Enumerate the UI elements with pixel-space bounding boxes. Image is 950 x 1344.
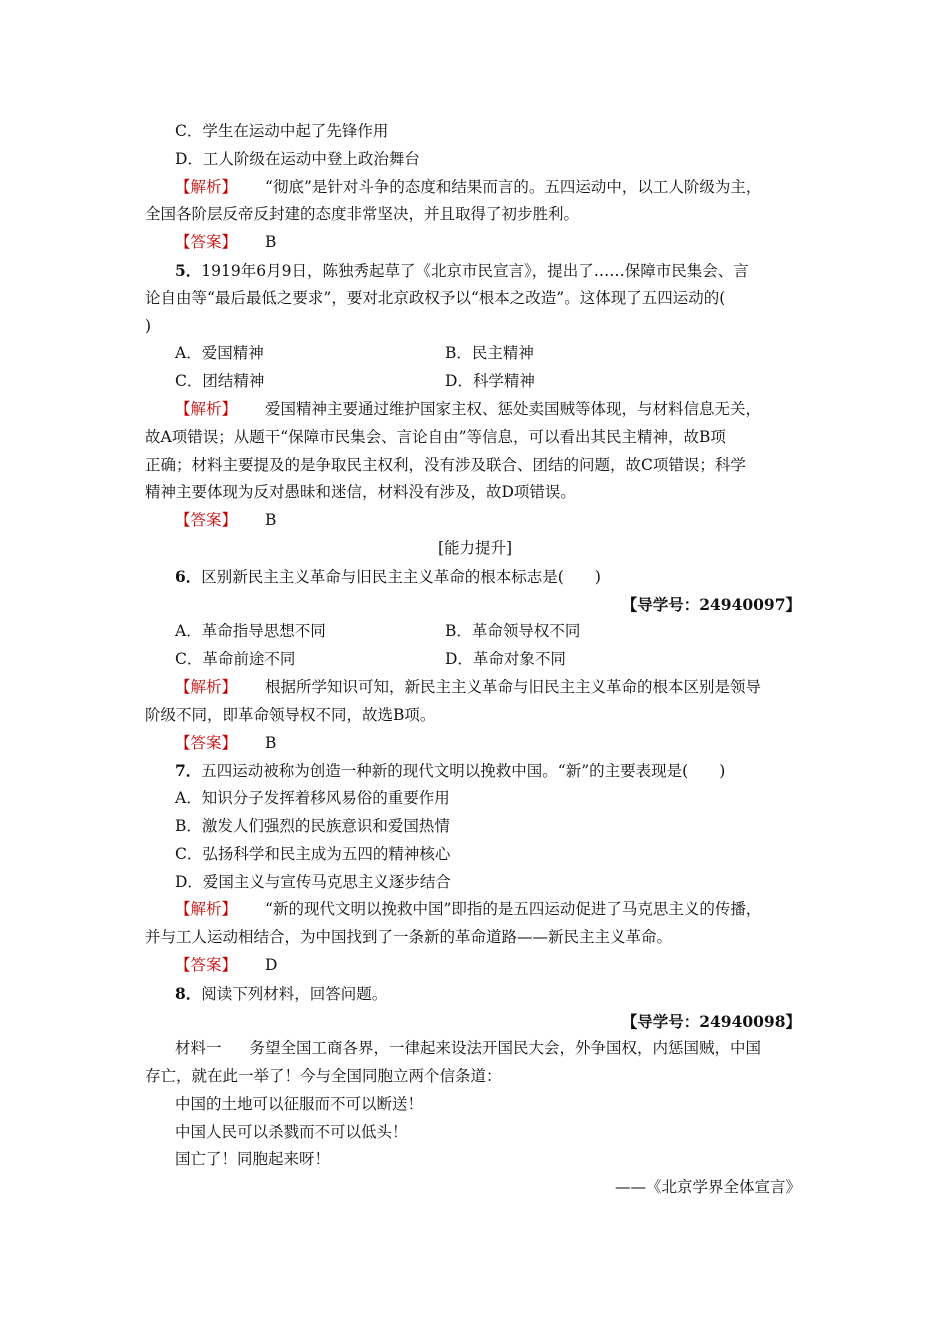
- q5-number: 5．: [175, 260, 202, 280]
- q8-material-line-5: 国亡了！同胞起来呀！: [175, 1150, 331, 1169]
- q5-options-row-2: [145, 368, 805, 396]
- q8-material-line-4: 中国人民可以杀戮而不可以低头！: [175, 1122, 408, 1141]
- q5-option-b: B．民主精神: [445, 344, 534, 363]
- q8-guide-number: 【导学号：24940098】: [621, 1011, 801, 1031]
- q8-material-text: 务望全国工商各界，一律起来设法开国民大会，外争国权，内惩国贼，中国: [249, 1039, 762, 1058]
- q7-analysis-line-1: [145, 896, 805, 924]
- analysis-tag: 【解析】: [175, 399, 238, 418]
- q6-analysis-line-2: 阶级不同，即革命领导权不同，故选B项。: [145, 705, 436, 724]
- q5-options-row-1: [145, 340, 805, 368]
- q5-stem-text: 1919年6月9日，陈独秀起草了《北京市民宣言》，提出了……保障市民集会、言: [201, 261, 749, 280]
- q4-option-d: D．工人阶级在运动中登上政治舞台: [175, 149, 420, 168]
- q7-option-c: C．弘扬科学和民主成为五四的精神核心: [175, 844, 451, 863]
- q6-stem: [145, 563, 805, 591]
- q5-analysis-line-1: [145, 396, 805, 424]
- q4-answer-value: B: [265, 233, 277, 252]
- q5-stem-line-1: [145, 257, 805, 285]
- q5-stem-line-2: 论自由等“最后最低之要求”，要对北京政权予以“根本之改造”。这体现了五四运动的(: [145, 288, 726, 307]
- q6-answer-value: B: [265, 733, 277, 752]
- q4-option-c: C．学生在运动中起了先锋作用: [175, 122, 389, 140]
- q7-answer-value: D: [265, 955, 278, 974]
- q6-guide-number: 【导学号：24940097】: [621, 594, 801, 614]
- q6-answer: [145, 730, 805, 758]
- q5-analysis-line-4: 精神主要体现为反对愚昧和迷信，材料没有涉及，故D项错误。: [145, 483, 576, 502]
- q7-option-a: A．知识分子发挥着移风易俗的重要作用: [175, 789, 450, 808]
- q8-material-source: ——《北京学界全体宣言》: [614, 1178, 801, 1197]
- q8-stem-text: 阅读下列材料，回答问题。: [201, 984, 388, 1003]
- q8-material-line-2: 存亡，就在此一举了！今与全国同胞立两个信条道：: [145, 1067, 502, 1086]
- q5-analysis-text: 爱国精神主要通过维护国家主权、惩处卖国贼等体现，与材料信息无关，: [265, 399, 762, 418]
- analysis-tag: 【解析】: [175, 677, 238, 696]
- q7-stem-text: 五四运动被称为创造一种新的现代文明以挽救中国。“新”的主要表现是( ): [201, 762, 726, 781]
- q6-number: 6．: [175, 566, 202, 586]
- q7-stem: [145, 757, 805, 785]
- q6-option-b: B．革命领导权不同: [445, 622, 581, 641]
- q5-analysis-line-3: 正确；材料主要提及的是争取民主权利，没有涉及联合、团结的问题，故C项错误；科学: [145, 455, 746, 474]
- q6-stem-text: 区别新民主主义革命与旧民主主义革命的根本标志是( ): [201, 567, 601, 586]
- q8-material-line-1: [145, 1035, 805, 1063]
- answer-tag: 【答案】: [175, 955, 238, 974]
- q6-options-row-2: [145, 646, 805, 674]
- q7-option-b: B．激发人们强烈的民族意识和爱国热情: [175, 816, 450, 835]
- q6-analysis-text: 根据所学知识可知，新民主主义革命与旧民主主义革命的根本区别是领导: [265, 677, 762, 696]
- q5-option-d: D．科学精神: [445, 372, 535, 391]
- document-content: [145, 118, 805, 1202]
- q5-option-c: C．团结精神: [175, 372, 265, 391]
- q4-analysis-line-2: 全国各阶层反帝反封建的态度非常坚决，并且取得了初步胜利。: [145, 205, 580, 224]
- q6-option-c: C．革命前途不同: [175, 650, 296, 669]
- q5-answer: [145, 507, 805, 535]
- q8-number: 8．: [175, 983, 202, 1003]
- q4-answer: [145, 229, 805, 257]
- q7-analysis-line-2: 并与工人运动相结合，为中国找到了一条新的革命道路——新民主主义革命。: [145, 928, 673, 947]
- q8-stem: [145, 980, 805, 1008]
- q6-analysis-line-1: [145, 674, 805, 702]
- q6-option-a: A．革命指导思想不同: [175, 622, 326, 641]
- q4-analysis-text: “彻底”是针对斗争的态度和结果而言的。五四运动中，以工人阶级为主，: [265, 177, 762, 196]
- q5-answer-value: B: [265, 511, 277, 530]
- q7-option-d: D．爱国主义与宣传马克思主义逐步结合: [175, 872, 451, 891]
- section-title: [能力提升]: [437, 538, 513, 557]
- answer-tag: 【答案】: [175, 233, 238, 252]
- q7-analysis-text: “新的现代文明以挽救中国”即指的是五四运动促进了马克思主义的传播，: [265, 900, 762, 919]
- q8-material-line-3: 中国的土地可以征服而不可以断送！: [175, 1094, 424, 1113]
- answer-tag: 【答案】: [175, 733, 238, 752]
- q5-analysis-line-2: 故A项错误；从题干“保障市民集会、言论自由”等信息，可以看出其民主精神，故B项: [145, 427, 726, 446]
- answer-tag: 【答案】: [175, 511, 238, 530]
- analysis-tag: 【解析】: [175, 177, 238, 196]
- q5-stem-line-3: ): [145, 316, 152, 335]
- q7-answer: [145, 952, 805, 980]
- analysis-tag: 【解析】: [175, 900, 238, 919]
- material-label: 材料一: [175, 1039, 222, 1058]
- q4-analysis-line-1: [145, 174, 805, 202]
- q5-option-a: A．爱国精神: [175, 344, 264, 363]
- q6-option-d: D．革命对象不同: [445, 650, 566, 669]
- q7-number: 7．: [175, 761, 202, 781]
- q6-options-row-1: [145, 618, 805, 646]
